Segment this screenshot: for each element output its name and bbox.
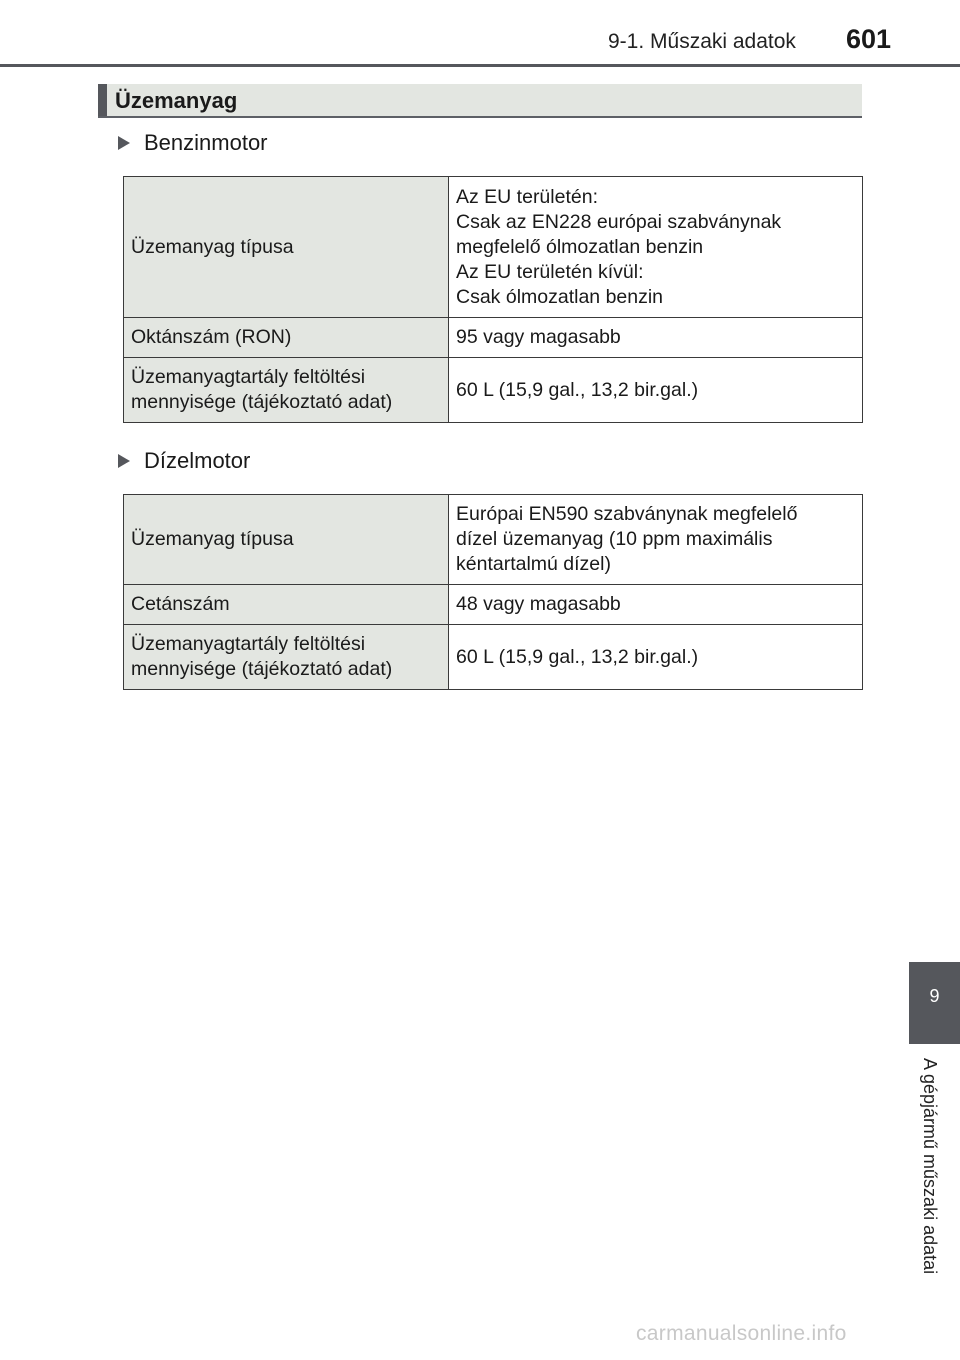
tank-capacity-label [124, 625, 449, 690]
value-line: megfelelő ólmozatlan benzin [456, 235, 704, 258]
value-line: kéntartalmú dízel) [456, 553, 611, 575]
label-line: Üzemanyagtartály feltöltési [131, 633, 366, 655]
page-number: 601 [846, 24, 892, 54]
watermark: carmanualsonline.info [636, 1322, 847, 1345]
fuel-type-label: Üzemanyag típusa [124, 495, 449, 585]
header-section-title: 9-1. Műszaki adatok [608, 30, 796, 53]
triangle-right-icon [118, 136, 130, 150]
chapter-number: 9 [929, 986, 940, 1006]
header-divider [0, 64, 960, 67]
octane-value: 95 vagy magasabb [449, 318, 863, 358]
petrol-subheading-text: Benzinmotor [144, 130, 268, 155]
cetane-value: 48 vagy magasabb [449, 585, 863, 625]
petrol-subheading [118, 130, 268, 156]
value-line: Európai EN590 szabványnak megfelelő [456, 503, 798, 525]
table-row [124, 358, 863, 423]
chapter-tab [909, 962, 960, 1044]
petrol-spec-table [123, 176, 863, 423]
value-line: dízel üzemanyag (10 ppm maximális [456, 528, 773, 550]
cetane-label: Cetánszám [124, 585, 449, 625]
label-line: mennyisége (tájékoztató adat) [131, 391, 393, 413]
tank-capacity-label [124, 358, 449, 423]
table-row [124, 318, 863, 358]
tank-capacity-value: 60 L (15,9 gal., 13,2 bir.gal.) [449, 625, 863, 690]
table-row [124, 585, 863, 625]
fuel-type-label: Üzemanyag típusa [124, 177, 449, 318]
value-line: Csak az EN228 európai szabványnak [456, 210, 782, 233]
octane-label: Oktánszám (RON) [124, 318, 449, 358]
diesel-subheading-text: Dízelmotor [144, 448, 251, 473]
fuel-type-value [449, 495, 863, 585]
section-heading-bar [98, 84, 107, 116]
fuel-type-value [449, 177, 863, 318]
section-heading-text: Üzemanyag [115, 88, 238, 113]
chapter-title: A gépjármű műszaki adatai [920, 1058, 940, 1275]
diesel-subheading [118, 448, 250, 474]
table-row [124, 177, 863, 318]
label-line: mennyisége (tájékoztató adat) [131, 658, 393, 680]
triangle-right-icon [118, 454, 130, 468]
table-row [124, 495, 863, 585]
label-line: Üzemanyagtartály feltöltési [131, 366, 366, 388]
value-line: Az EU területén kívül: [456, 260, 644, 283]
tank-capacity-value: 60 L (15,9 gal., 13,2 bir.gal.) [449, 358, 863, 423]
section-heading [98, 84, 862, 118]
value-line: Csak ólmozatlan benzin [456, 285, 664, 308]
value-line: Az EU területén: [456, 185, 598, 208]
diesel-spec-table [123, 494, 863, 690]
table-row [124, 625, 863, 690]
